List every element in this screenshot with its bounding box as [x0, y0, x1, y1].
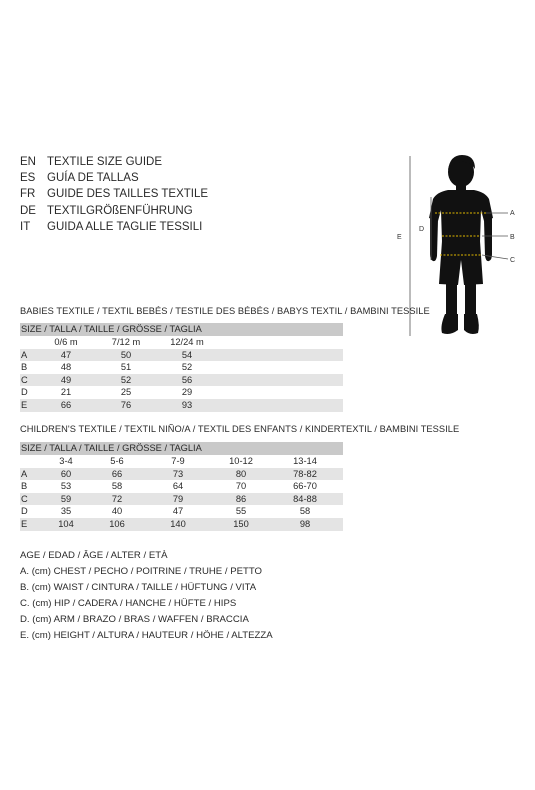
table-cell: 140 [147, 518, 209, 531]
silhouette [429, 155, 493, 334]
row-label: A [20, 468, 45, 481]
table-cell: 76 [87, 399, 165, 412]
table-cell: 52 [87, 374, 165, 387]
column-header: 12/24 m [170, 337, 204, 347]
table-cell: 64 [172, 481, 184, 492]
language-row-en [20, 154, 208, 170]
table-cell: 25 [120, 387, 132, 398]
column-header: 0/6 m [54, 337, 78, 347]
table-cell: 66 [87, 468, 147, 481]
language-code: DE [20, 204, 36, 217]
table-cell: 70 [235, 481, 247, 492]
table-column-row [20, 336, 343, 349]
table-row [20, 468, 343, 481]
table-cell: 47 [45, 349, 87, 362]
table-cell: 106 [87, 518, 147, 531]
table-row [20, 399, 343, 412]
language-row-it [20, 219, 208, 235]
table-cell: 60 [45, 468, 87, 481]
table-row [20, 361, 343, 374]
table-cell: 35 [60, 506, 72, 517]
table-row [20, 386, 343, 399]
table-row [20, 518, 343, 531]
babies-section-title: BABIES TEXTILE / TEXTIL BEBÉS / TESTILE DES BÉBÉS / BABYS TEXTIL / BAMBINI TESSILE [20, 306, 430, 316]
table-cell: 84-88 [273, 493, 337, 506]
row-label: C [20, 493, 45, 506]
label-c: C [510, 257, 516, 264]
measurement-legend [20, 548, 273, 645]
row-label: B [21, 362, 28, 373]
table-cell: 51 [120, 362, 132, 373]
table-cell: 50 [87, 349, 165, 362]
empty-cell [20, 336, 45, 349]
empty-cell [20, 455, 45, 468]
table-cell: 56 [165, 374, 209, 387]
table-cell: 47 [172, 506, 184, 517]
column-header: 7-9 [171, 456, 185, 466]
label-e: E [397, 234, 402, 241]
table-header-row [20, 442, 343, 455]
row-label: E [20, 399, 45, 412]
spacer-cell [337, 468, 343, 481]
spacer-cell [209, 336, 343, 349]
table-row [20, 374, 343, 387]
language-title: TEXTILE SIZE GUIDE [47, 156, 163, 168]
spacer-cell [209, 374, 343, 387]
table-header-label: SIZE / TALLA / TAILLE / GRÖSSE / TAGLIA [20, 442, 343, 455]
legend-item: A. (cm) CHEST / PECHO / POITRINE / TRUHE / PETTO [20, 566, 263, 578]
babies-size-table [20, 323, 343, 412]
spacer-cell [209, 399, 343, 412]
table-cell: 150 [209, 518, 273, 531]
language-code: IT [20, 220, 31, 233]
legend-item: B. (cm) WAIST / CINTURA / TAILLE / HÜFTUNG / VITA [20, 582, 257, 594]
row-label: C [20, 374, 45, 387]
language-row-fr [20, 186, 208, 202]
language-title: GUIDE DES TAILLES TEXTILE [47, 188, 209, 201]
spacer-cell [337, 493, 343, 506]
children-section-title: CHILDREN'S TEXTILE / TEXTIL NIÑO/A / TEXTIL DES ENFANTS / KINDERTEXTIL / BAMBINI TESSILE [20, 424, 460, 434]
table-cell: 66 [45, 399, 87, 412]
spacer-cell [209, 349, 343, 362]
table-cell: 59 [45, 493, 87, 506]
language-code: EN [20, 156, 36, 168]
table-cell: 54 [165, 349, 209, 362]
table-row [20, 493, 343, 506]
language-row-es [20, 170, 208, 186]
row-label: E [20, 518, 45, 531]
legend-item: C. (cm) HIP / CADERA / HANCHE / HÜFTE / HIPS [20, 598, 237, 610]
label-b: B [510, 234, 515, 241]
column-header: 10-12 [229, 456, 253, 466]
table-column-row [20, 455, 343, 468]
language-code: ES [20, 172, 36, 185]
spacer-cell [337, 480, 343, 493]
row-label: A [20, 349, 45, 362]
table-cell: 98 [273, 518, 337, 531]
table-row [20, 505, 343, 518]
table-row [20, 480, 343, 493]
table-cell: 104 [45, 518, 87, 531]
label-a: A [510, 210, 515, 217]
table-cell: 29 [181, 387, 193, 398]
row-label: D [21, 387, 28, 398]
table-cell: 93 [165, 399, 209, 412]
table-cell: 53 [60, 481, 72, 492]
legend-item: AGE / EDAD / ÂGE / ALTER / ETÀ [20, 550, 168, 561]
column-header: 13-14 [293, 456, 317, 466]
table-cell: 80 [209, 468, 273, 481]
table-cell: 21 [60, 387, 72, 398]
table-cell: 73 [147, 468, 209, 481]
table-cell: 49 [45, 374, 87, 387]
legend-item: E. (cm) HEIGHT / ALTURA / HAUTEUR / HÖHE / ALTEZZA [20, 630, 273, 642]
table-header-label: SIZE / TALLA / TAILLE / GRÖSSE / TAGLIA [20, 323, 343, 336]
column-header: 5-6 [110, 456, 124, 466]
spacer-cell [337, 455, 343, 468]
table-cell: 86 [209, 493, 273, 506]
table-cell: 72 [87, 493, 147, 506]
column-header: 7/12 m [111, 337, 141, 347]
table-cell: 52 [181, 362, 193, 373]
table-cell: 58 [111, 481, 123, 492]
row-label: D [21, 506, 28, 517]
table-cell: 40 [111, 506, 123, 517]
table-cell: 48 [60, 362, 72, 373]
language-title: TEXTILGRÖßENFÜHRUNG [47, 204, 193, 217]
row-label: B [21, 481, 28, 492]
language-title-list [20, 154, 208, 235]
table-cell: 78-82 [273, 468, 337, 481]
spacer-cell [209, 361, 343, 374]
language-title: GUIDA ALLE TAGLIE TESSILI [47, 220, 203, 233]
language-title: GUÍA DE TALLAS [47, 172, 139, 185]
children-size-table [20, 442, 343, 531]
table-cell: 79 [147, 493, 209, 506]
table-row [20, 349, 343, 362]
table-header-row [20, 323, 343, 336]
language-row-de [20, 203, 208, 219]
spacer-cell [209, 386, 343, 399]
table-cell: 55 [235, 506, 247, 517]
language-code: FR [20, 188, 36, 201]
legend-item: D. (cm) ARM / BRAZO / BRAS / WAFFEN / BRACCIA [20, 614, 249, 626]
spacer-cell [337, 518, 343, 531]
table-cell: 66-70 [293, 481, 317, 492]
label-d: D [419, 226, 425, 233]
table-cell: 58 [299, 506, 311, 517]
spacer-cell [337, 505, 343, 518]
column-header: 3-4 [59, 456, 73, 466]
